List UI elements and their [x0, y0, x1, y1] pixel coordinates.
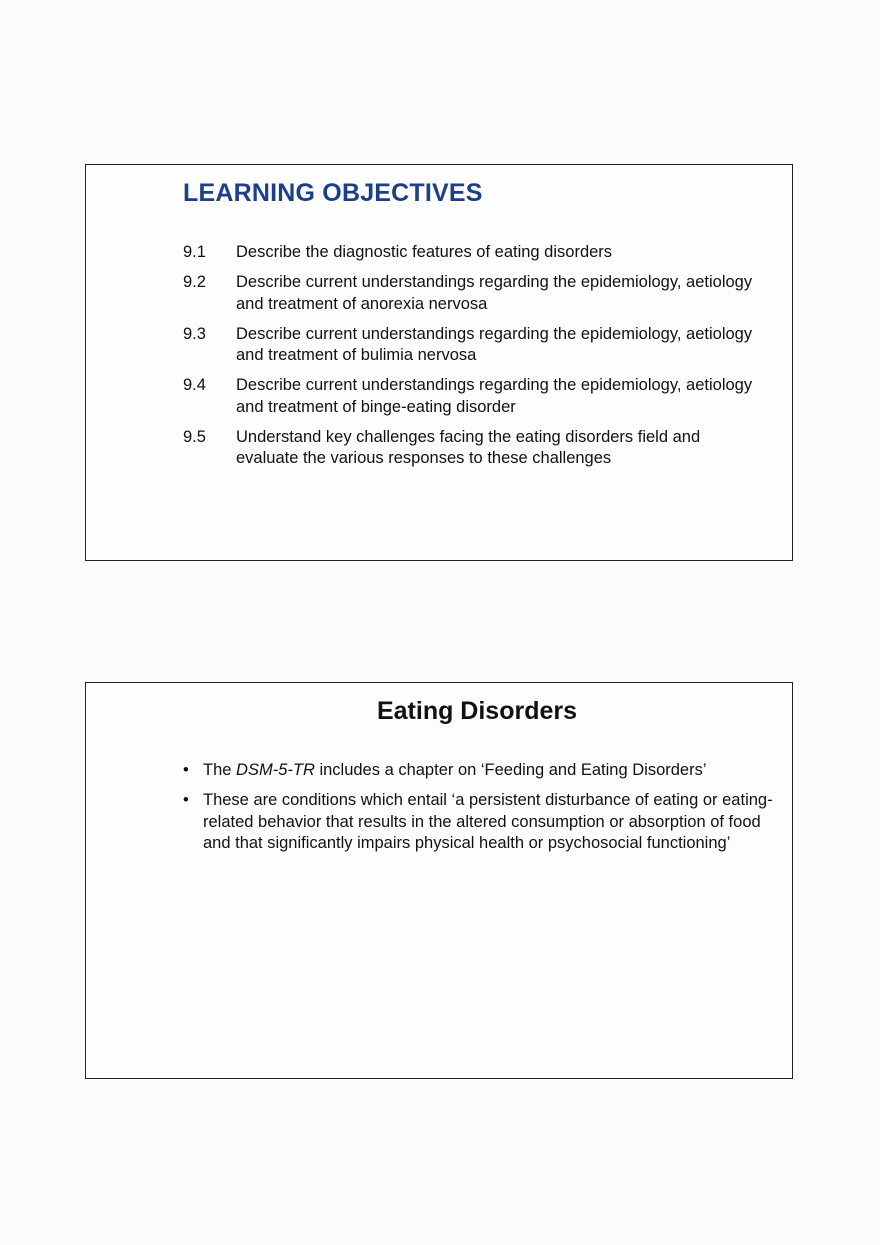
bullet-text: [203, 760, 773, 782]
objective-number: 9.3: [183, 324, 206, 343]
bullet-item: [183, 760, 773, 782]
objective-text: Understand key challenges facing the eating disorders field and evaluate the various responses to these challenges: [236, 427, 701, 467]
slide-eating-disorders: [85, 682, 793, 1079]
objective-text: Describe current understandings regarding the epidemiology, aetiology and treatment of anorexia nervosa: [236, 273, 753, 313]
objective-item: [183, 242, 763, 264]
bullet-list: [183, 760, 773, 863]
objective-text: Describe the diagnostic features of eating disorders: [236, 243, 613, 261]
objectives-list: [183, 242, 763, 478]
slide-title: LEARNING OBJECTIVES: [183, 179, 483, 207]
objective-number: 9.5: [183, 427, 206, 446]
objective-item: [183, 324, 763, 367]
objective-item: [183, 375, 763, 418]
objective-number: 9.2: [183, 273, 206, 291]
objective-number: 9.4: [183, 376, 206, 394]
bullet-marker: •: [183, 761, 189, 779]
objective-text: Describe current understandings regarding the epidemiology, aetiology and treatment of binge-eating disorder: [236, 376, 753, 416]
slide-title: Eating Disorders: [376, 697, 578, 725]
bullet-text-post: includes a chapter on ‘Feeding and Eating Disorders’: [314, 761, 707, 779]
objective-text: Describe current understandings regarding the epidemiology, aetiology and treatment of bulimia nervosa: [236, 324, 753, 364]
bullet-item: [183, 790, 773, 855]
slide-learning-objectives: [85, 164, 793, 561]
objective-number: 9.1: [183, 243, 206, 261]
bullet-text: These are conditions which entail ‘a persistent disturbance of eating or eating-related behavior that results in the altered consumption or absorption of food and that significantly impairs physical health or psychosocial functioning’: [203, 791, 773, 852]
bullet-text-pre: The: [203, 761, 237, 779]
bullet-marker: •: [183, 791, 189, 809]
objective-item: [183, 427, 763, 470]
dsm-title: DSM-5-TR: [236, 761, 315, 779]
objective-item: [183, 272, 763, 315]
